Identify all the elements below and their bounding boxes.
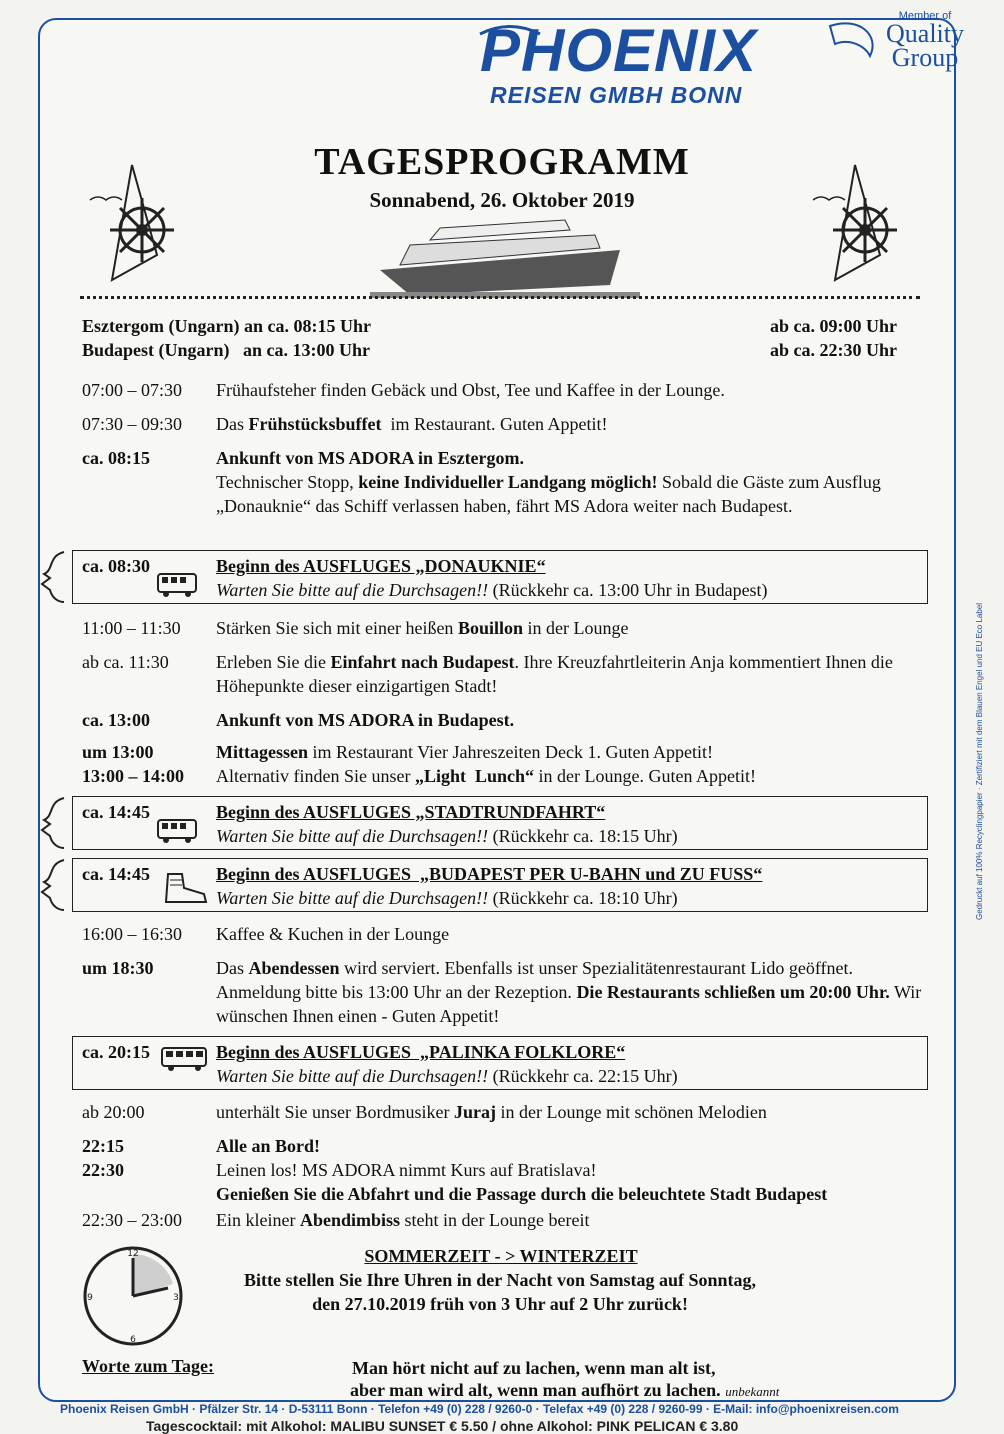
port-esztergom: Esztergom (Ungarn) an ca. 08:15 Uhr bbox=[82, 316, 371, 336]
entry-note: Warten Sie bitte auf die Durchsagen!! bbox=[216, 1066, 489, 1086]
entry-return: (Rückkehr ca. 18:10 Uhr) bbox=[488, 888, 678, 908]
hiking-boot-icon bbox=[160, 870, 210, 906]
entry-time: 16:00 – 16:30 bbox=[82, 924, 183, 944]
entry-highlight: Mittagessen bbox=[216, 742, 308, 762]
entry-time: um 18:30 bbox=[82, 958, 154, 978]
timechange-line1: Bitte stellen Sie Ihre Uhren in der Nacht von Samstag auf Sonntag, bbox=[243, 1270, 757, 1290]
quote-author: unbekannt bbox=[725, 1384, 780, 1399]
entry-text: wird serviert. Ebenfalls ist unser Spezialitätenrestaurant Lido geöffnet. Anmeldung bitte bis 13:00 Uhr an der Rezeption. bbox=[216, 958, 854, 1002]
member-name: Quality Group bbox=[886, 19, 964, 72]
svg-text:6: 6 bbox=[130, 1335, 136, 1345]
entry-heading: Beginn des AUSFLUGES „STADTRUNDFAHRT“ bbox=[216, 802, 606, 822]
entry-highlight: Abendessen bbox=[248, 958, 340, 978]
entry-text: in der Lounge mit schönen Melodien bbox=[495, 1102, 767, 1122]
entry-heading: Beginn des AUSFLUGES „BUDAPEST PER U-BAHN und ZU FUSS“ bbox=[216, 864, 763, 884]
entry-text: Ein kleiner bbox=[216, 1210, 300, 1230]
phoenix-logo bbox=[470, 16, 890, 112]
entry-note: Warten Sie bitte auf die Durchsagen!! bbox=[216, 826, 489, 846]
bus-icon bbox=[160, 1044, 210, 1074]
entry-time: ca. 14:45 bbox=[82, 802, 150, 822]
entry-text: in der Lounge bbox=[522, 618, 629, 638]
entry-time: 22:30 bbox=[82, 1160, 124, 1180]
entry-time: 07:00 – 07:30 bbox=[82, 380, 183, 400]
entry-text: Das bbox=[216, 414, 249, 434]
entry-highlight: Die Restaurants schließen um 20:00 Uhr. bbox=[576, 982, 890, 1002]
entry-time: 11:00 – 11:30 bbox=[82, 618, 181, 638]
svg-text:3: 3 bbox=[173, 1293, 179, 1303]
entry-text: Wir wünschen Ihnen einen - Guten Appetit! bbox=[216, 982, 922, 1026]
quote-line2: aber man wird alt, wenn man aufhört zu lachen. bbox=[350, 1380, 721, 1400]
entry-return: (Rückkehr ca. 22:15 Uhr) bbox=[488, 1066, 678, 1086]
entry-text: Technischer Stopp, bbox=[216, 472, 359, 492]
entry-text: Kaffee & Kuchen in der Lounge bbox=[216, 924, 450, 944]
speech-face-icon bbox=[34, 550, 70, 604]
quality-group-badge bbox=[880, 10, 970, 70]
quote-line1: Man hört nicht auf zu lachen, wenn man alt ist, bbox=[352, 1358, 716, 1378]
svg-text:12: 12 bbox=[127, 1249, 139, 1259]
bus-icon bbox=[156, 816, 198, 846]
entry-text: Sobald die Gäste zum Ausflug „Donauknie“ das Schiff verlassen haben, fährt MS Adora weiter nach Budapest. bbox=[216, 472, 881, 516]
entry-text: Frühaufsteher finden Gebäck und Obst, Tee und Kaffee in der Lounge. bbox=[216, 380, 725, 400]
speech-face-icon bbox=[34, 796, 70, 850]
quote-label: Worte zum Tage: bbox=[82, 1356, 214, 1376]
entry-text: Erleben Sie die bbox=[216, 652, 331, 672]
entry-text: im Restaurant. Guten Appetit! bbox=[381, 414, 608, 434]
entry-heading: Beginn des AUSFLUGES „DONAUKNIE“ bbox=[216, 556, 546, 576]
entry-text: steht in der Lounge bereit bbox=[400, 1210, 590, 1230]
entry-highlight: Bouillon bbox=[457, 618, 523, 638]
page-title: TAGESPROGRAMM bbox=[314, 141, 690, 183]
sail-wheel-icon bbox=[805, 160, 915, 290]
entry-highlight: Juraj bbox=[453, 1102, 496, 1122]
entry-heading: Beginn des AUSFLUGES „PALINKA FOLKLORE“ bbox=[216, 1042, 626, 1062]
clock-icon bbox=[78, 1236, 188, 1352]
entry-return: (Rückkehr ca. 13:00 Uhr in Budapest) bbox=[488, 580, 768, 600]
entry-heading: Ankunft von MS ADORA in Budapest. bbox=[216, 710, 515, 730]
entry-highlight: Genießen Sie die Abfahrt und die Passage durch die beleuchtete Stadt Budapest bbox=[216, 1184, 828, 1204]
entry-time: ab 20:00 bbox=[82, 1102, 145, 1122]
entry-time: 22:30 – 23:00 bbox=[82, 1210, 183, 1230]
entry-text: im Restaurant Vier Jahreszeiten Deck 1. Guten Appetit! bbox=[307, 742, 713, 762]
entry-heading: Alle an Bord! bbox=[216, 1136, 321, 1156]
entry-time: ab ca. 11:30 bbox=[82, 652, 169, 672]
entry-highlight: keine Individueller Landgang möglich! bbox=[358, 472, 658, 492]
entry-note: Warten Sie bitte auf die Durchsagen!! bbox=[216, 580, 489, 600]
timechange-title: SOMMERZEIT - > WINTERZEIT bbox=[364, 1246, 638, 1266]
member-label: Member of bbox=[898, 10, 952, 22]
entry-time: ca. 20:15 bbox=[82, 1042, 150, 1062]
separator-line bbox=[80, 296, 920, 299]
svg-text:9: 9 bbox=[87, 1293, 93, 1303]
entry-time: 07:30 – 09:30 bbox=[82, 414, 183, 434]
entry-time: um 13:00 bbox=[82, 742, 154, 762]
port-budapest-departure: ab ca. 22:30 Uhr bbox=[770, 340, 897, 360]
entry-highlight: „Light Lunch“ bbox=[414, 766, 534, 786]
cruise-ship-icon bbox=[370, 210, 640, 300]
entry-return: (Rückkehr ca. 18:15 Uhr) bbox=[488, 826, 678, 846]
brand-subtitle: REISEN GMBH BONN bbox=[490, 82, 743, 108]
entry-text: Alternativ finden Sie unser bbox=[216, 766, 415, 786]
footer-address: Phoenix Reisen GmbH · Pfälzer Str. 14 · D-53111 Bonn · Telefon +49 (0) 228 / 9260-0 · Telefax +49 (0) 228 / 9260-99 · E-Mail: info@phoenixreisen.com bbox=[60, 1402, 899, 1416]
port-esztergom-departure: ab ca. 09:00 Uhr bbox=[770, 316, 897, 336]
timechange-line2: den 27.10.2019 früh von 3 Uhr auf 2 Uhr zurück! bbox=[312, 1294, 688, 1314]
speech-face-icon bbox=[34, 858, 70, 912]
entry-time: ca. 14:45 bbox=[82, 864, 150, 884]
entry-time: 13:00 – 14:00 bbox=[82, 766, 184, 786]
sail-wheel-icon bbox=[82, 160, 192, 290]
page-date: Sonnabend, 26. Oktober 2019 bbox=[369, 188, 635, 212]
entry-heading: Ankunft von MS ADORA in Esztergom. bbox=[216, 448, 525, 468]
entry-text: Leinen los! MS ADORA nimmt Kurs auf Bratislava! bbox=[216, 1160, 597, 1180]
entry-text: . Ihre Kreuzfahrtleiterin Anja kommentiert Ihnen die Höhepunkte dieser einzigartigen Stadt! bbox=[216, 652, 893, 696]
entry-time: 22:15 bbox=[82, 1136, 124, 1156]
recycling-note: Gedruckt auf 100% Recyclingpapier · Zertifiziert mit dem Blauen Engel und EU Eco Label bbox=[975, 602, 984, 920]
entry-highlight: Einfahrt nach Budapest bbox=[330, 652, 515, 672]
entry-text: Das bbox=[216, 958, 249, 978]
entry-text: in der Lounge. Guten Appetit! bbox=[534, 766, 756, 786]
entry-highlight: Frühstücksbuffet bbox=[248, 414, 382, 434]
entry-time: ca. 13:00 bbox=[82, 710, 150, 730]
entry-time: ca. 08:30 bbox=[82, 556, 150, 576]
port-budapest: Budapest (Ungarn) an ca. 13:00 Uhr bbox=[82, 340, 371, 360]
entry-time: ca. 08:15 bbox=[82, 448, 150, 468]
entry-text: Stärken Sie sich mit einer heißen bbox=[216, 618, 458, 638]
entry-note: Warten Sie bitte auf die Durchsagen!! bbox=[216, 888, 489, 908]
entry-highlight: Abendimbiss bbox=[299, 1210, 401, 1230]
entry-text: unterhält Sie unser Bordmusiker bbox=[216, 1102, 454, 1122]
daily-cocktail: Tagescocktail: mit Alkohol: MALIBU SUNSET € 5.50 / ohne Alkohol: PINK PELICAN € 3.80 bbox=[146, 1418, 739, 1434]
bus-icon bbox=[156, 570, 198, 600]
brand-name: PHOENIX bbox=[480, 17, 758, 84]
